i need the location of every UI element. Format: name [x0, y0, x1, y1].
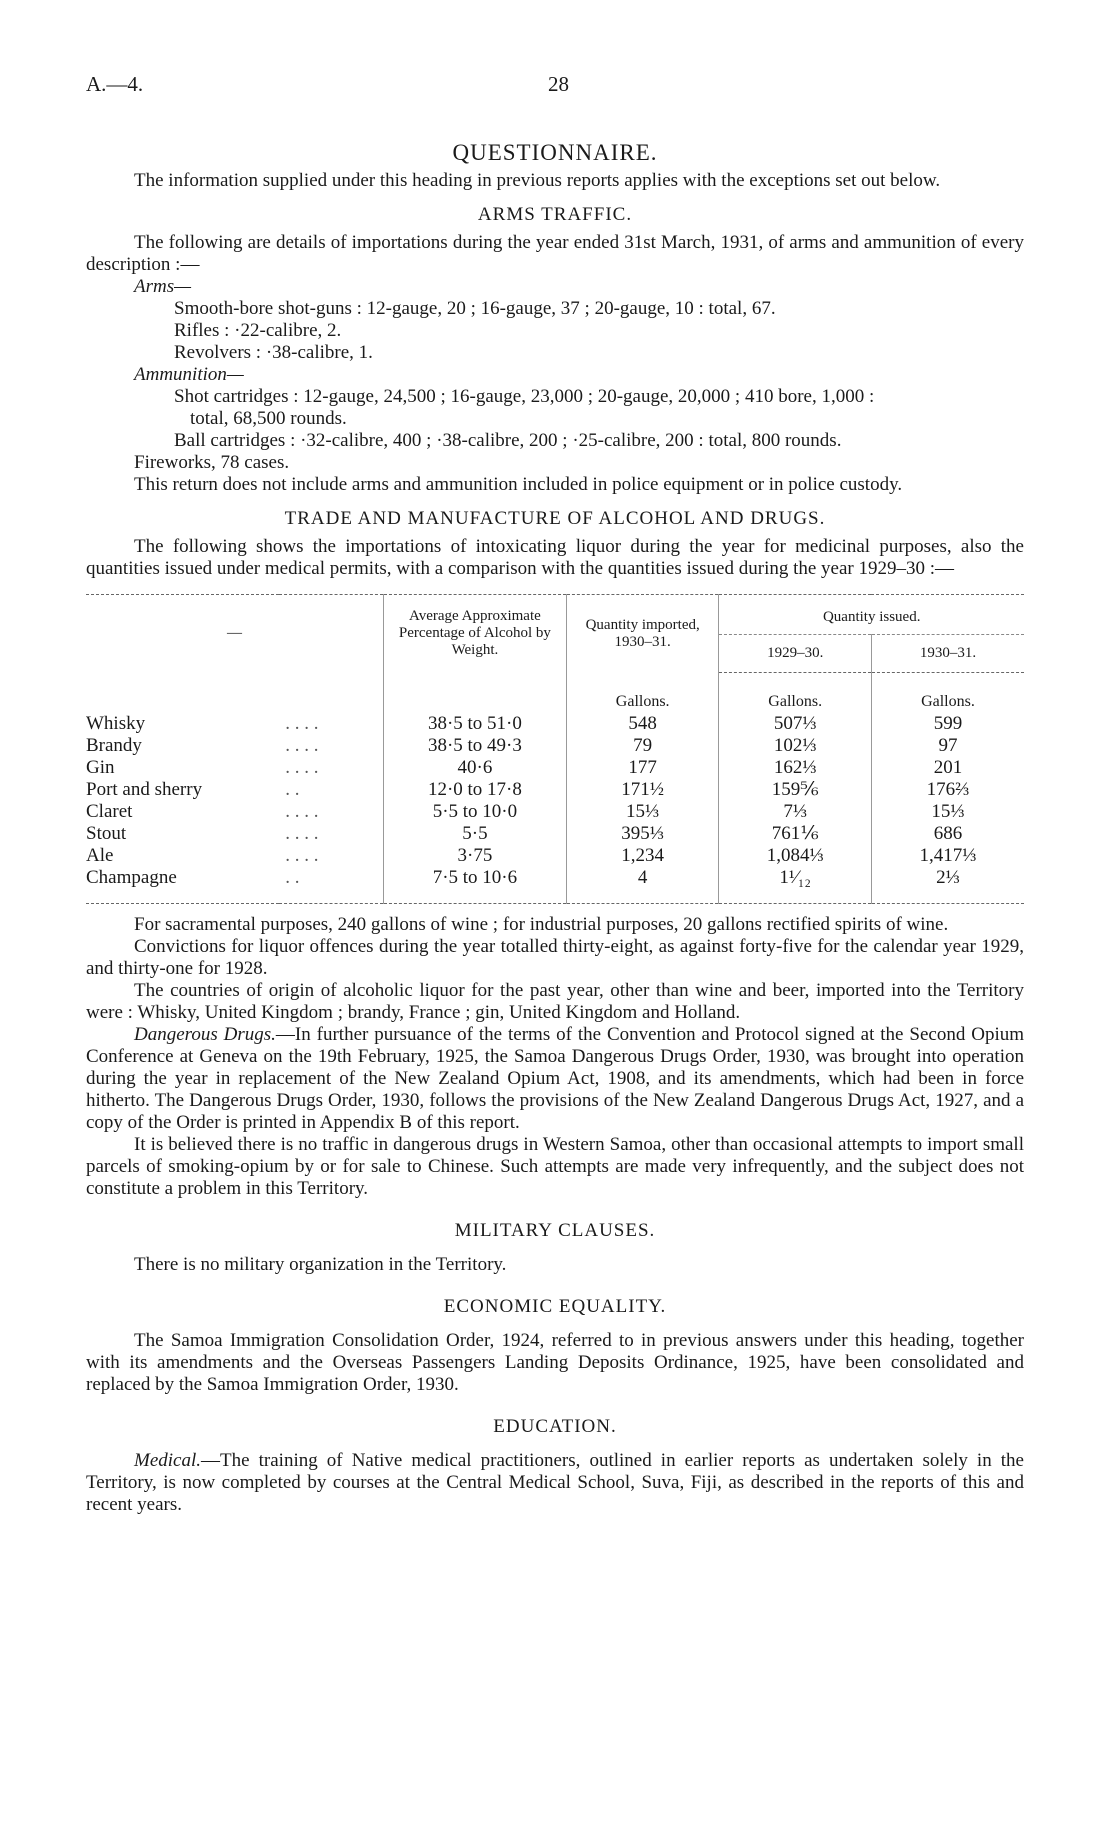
liquor-percentage: 3·75 [383, 845, 566, 867]
header-blank: — [86, 595, 383, 673]
leader-dots: . . . . [285, 713, 319, 734]
leader-dots: . . . . [285, 735, 319, 756]
unit-imported: Gallons. [566, 673, 719, 714]
liquor-percentage: 40·6 [383, 757, 566, 779]
liquor-issued-1929: 7⅓ [719, 801, 872, 823]
dangerous-drugs-text: —In further pursuance of the terms of the Convention and Protocol signed at the Second Opium Conference at Geneva on the 19th February, 1925, the Samoa Dangerous Drugs Order, 1930, was brought into operation during the year in replacement of the New Zealand Opium Act, 1908, and its amendments, which had been in force hitherto. The Dangerous Drugs Order, 1930, follows the provisions of the New Zealand Dangerous Drugs Act, 1927, and a copy of the Order is printed in Appendix B of this report. [86, 1024, 1024, 1133]
liquor-issued-1930: 1,417⅓ [871, 845, 1024, 867]
liquor-name: Stout [86, 823, 127, 844]
arms-heading: ARMS TRAFFIC. [477, 204, 633, 225]
fireworks-line: Fireworks, 78 cases. [134, 452, 290, 473]
liquor-imported: 4 [566, 867, 719, 904]
alcohol-heading: TRADE AND MANUFACTURE OF ALCOHOL AND DRUGS. [284, 508, 826, 529]
header-percentage: Average Approximate Percentage of Alcohol by Weight. [383, 595, 566, 673]
shot-cartridges-total: total, 68,500 rounds. [190, 408, 347, 429]
table-row [86, 845, 1024, 867]
table-row [86, 713, 1024, 735]
table-row [86, 867, 1024, 904]
shot-cartridges-text: Shot cartridges : 12-gauge, 24,500 ; 16-gauge, 23,000 ; 20-gauge, 20,000 ; 410 bore, 1,000 : [174, 386, 875, 407]
economic-paragraph: The Samoa Immigration Consolidation Order, 1924, referred to in previous answers under this heading, together with its amendments and the Overseas Passengers Landing Deposits Ordinance, 1925, have been consolidated and replaced by the Samoa Immigration Order, 1930. [86, 1330, 1024, 1395]
units-row [86, 673, 1024, 714]
revolvers-line: Revolvers : ·38-calibre, 1. [174, 342, 373, 363]
liquor-issued-1930: 201 [871, 757, 1024, 779]
liquor-issued-1930: 15⅓ [871, 801, 1024, 823]
liquor-percentage: 38·5 to 51·0 [383, 713, 566, 735]
table-row [86, 823, 1024, 845]
header-issued: Quantity issued. [719, 595, 1024, 635]
ammunition-label: Ammunition— [134, 364, 244, 385]
leader-dots: . . . . [285, 757, 319, 778]
header-year-1929: 1929–30. [719, 635, 872, 673]
questionnaire-intro: The information supplied under this heading in previous reports applies with the exceptions set out below. [134, 170, 941, 191]
drug-traffic-paragraph: It is believed there is no traffic in dangerous drugs in Western Samoa, other than occasional attempts to import small parcels of smoking-opium by or for sale to Chinese. Such attempts are made very infrequently, and the subject does not constitute a problem in this Territory. [86, 1134, 1024, 1199]
page-number: 28 [548, 72, 569, 96]
liquor-issued-1929: 1¹⁄₁₂ [719, 867, 872, 904]
liquor-percentage: 5·5 to 10·0 [383, 801, 566, 823]
liquor-issued-1929: 761⅙ [719, 823, 872, 845]
arms-intro: The following are details of importations during the year ended 31st March, 1931, of arms and ammunition of every description :— [86, 232, 1024, 275]
liquor-issued-1930: 176⅔ [871, 779, 1024, 801]
medical-label: Medical. [134, 1450, 202, 1471]
liquor-name: Port and sherry [86, 779, 203, 800]
education-heading: EDUCATION. [493, 1416, 617, 1437]
leader-dots: . . . . [285, 823, 319, 844]
liquor-percentage: 12·0 to 17·8 [383, 779, 566, 801]
leader-dots: . . . . [285, 845, 319, 866]
liquor-issued-1930: 2⅓ [871, 867, 1024, 904]
unit-1929: Gallons. [719, 673, 872, 714]
military-heading: MILITARY CLAUSES. [454, 1220, 656, 1241]
table-row [86, 757, 1024, 779]
convictions-paragraph: Convictions for liquor offences during the year totalled thirty-eight, as against forty-five for the calendar year 1929, and thirty-one for 1928. [86, 936, 1024, 979]
liquor-imported: 15⅓ [566, 801, 719, 823]
liquor-name: Gin [86, 757, 115, 778]
arms-label: Arms— [134, 276, 192, 297]
leader-dots: . . [285, 779, 300, 800]
header-year-1930: 1930–31. [871, 635, 1024, 673]
liquor-name: Whisky [86, 713, 146, 734]
liquor-percentage: 38·5 to 49·3 [383, 735, 566, 757]
arms-note: This return does not include arms and ammunition included in police equipment or in police custody. [134, 474, 903, 495]
liquor-issued-1930: 599 [871, 713, 1024, 735]
leader-dots: . . [279, 867, 383, 904]
ball-cartridges-line: Ball cartridges : ·32-calibre, 400 ; ·38-calibre, 200 ; ·25-calibre, 200 : total, 800 rounds. [174, 430, 842, 451]
medical-text: —The training of Native medical practitioners, outlined in earlier reports as undertaken solely in the Territory, is now completed by courses at the Central Medical School, Suva, Fiji, as described in the reports of this and recent years. [86, 1450, 1024, 1515]
table-row [86, 779, 1024, 801]
shot-cartridges-line [174, 386, 1024, 430]
economic-heading: ECONOMIC EQUALITY. [443, 1296, 667, 1317]
military-paragraph: There is no military organization in the Territory. [134, 1254, 507, 1275]
countries-paragraph: The countries of origin of alcoholic liquor for the past year, other than wine and beer, imported into the Territory were : Whisky, United Kingdom ; brandy, France ; gin, United Kingdom and Holland. [86, 980, 1024, 1023]
dangerous-drugs-label: Dangerous Drugs. [134, 1024, 276, 1045]
liquor-issued-1929: 102⅓ [719, 735, 872, 757]
unit-1930: Gallons. [871, 673, 1024, 714]
liquor-issued-1930: 686 [871, 823, 1024, 845]
liquor-issued-1929: 507⅓ [719, 713, 872, 735]
questionnaire-heading: QUESTIONNAIRE. [452, 140, 658, 165]
page-content [86, 142, 1024, 1516]
smooth-bore-line: Smooth-bore shot-guns : 12-gauge, 20 ; 16-gauge, 37 ; 20-gauge, 10 : total, 67. [174, 298, 776, 319]
table-row [86, 735, 1024, 757]
liquor-name: Claret [86, 801, 133, 822]
liquor-imported: 1,234 [566, 845, 719, 867]
medical-paragraph [86, 1450, 1024, 1516]
liquor-name: Brandy [86, 735, 142, 756]
liquor-name: Ale [86, 845, 114, 866]
liquor-issued-1929: 159⅚ [719, 779, 872, 801]
liquor-percentage: 7·5 to 10·6 [383, 867, 566, 904]
sacramental-paragraph: For sacramental purposes, 240 gallons of wine ; for industrial purposes, 20 gallons rectified spirits of wine. [134, 914, 949, 935]
liquor-imported: 395⅓ [566, 823, 719, 845]
leader-dots: . . . . [285, 801, 319, 822]
document-reference: A.—4. [86, 72, 144, 96]
liquor-imported: 177 [566, 757, 719, 779]
header-imported: Quantity imported, 1930–31. [566, 595, 719, 673]
liquor-imported: 548 [566, 713, 719, 735]
liquor-issued-1929: 1,084⅓ [719, 845, 872, 867]
liquor-table [86, 594, 1024, 904]
dangerous-drugs-paragraph [86, 1024, 1024, 1134]
liquor-issued-1930: 97 [871, 735, 1024, 757]
liquor-imported: 171½ [566, 779, 719, 801]
liquor-issued-1929: 162⅓ [719, 757, 872, 779]
liquor-name: Champagne [86, 867, 279, 904]
alcohol-intro: The following shows the importations of intoxicating liquor during the year for medicinal purposes, also the quantities issued under medical permits, with a comparison with the quantities issued during the year 1929–30 :— [86, 536, 1024, 579]
liquor-percentage: 5·5 [383, 823, 566, 845]
rifles-line: Rifles : ·22-calibre, 2. [174, 320, 342, 341]
table-row [86, 801, 1024, 823]
liquor-imported: 79 [566, 735, 719, 757]
